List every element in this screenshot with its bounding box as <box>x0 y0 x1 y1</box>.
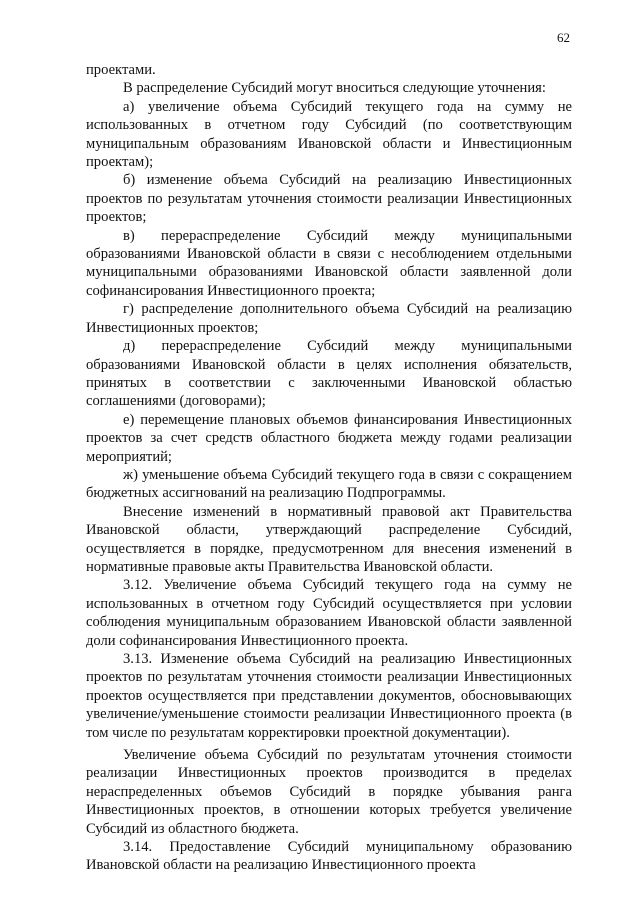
paragraph: б) изменение объема Субсидий на реализацию Инвестиционных проектов по результатам уточнения стоимости реализации Инвестиционных проектов; <box>86 172 572 226</box>
paragraph: д) перераспределение Субсидий между муниципальными образованиями Ивановской области в целях исполнения обязательств, принятых в соответствии с заключенными Ивановской областью соглашениями (договорами); <box>86 338 572 410</box>
paragraph: е) перемещение плановых объемов финансирования Инвестиционных проектов за счет средств областного бюджета между годами реализации мероприятий; <box>86 411 572 465</box>
paragraph: 3.14. Предоставление Субсидий муниципальному образованию Ивановской области на реализацию Инвестиционного проекта <box>86 839 572 874</box>
paragraph: ж) уменьшение объема Субсидий текущего года в связи с сокращением бюджетных ассигнований на реализацию Подпрограммы. <box>86 466 572 502</box>
paragraph: Внесение изменений в нормативный правовой акт Правительства Ивановской области, утверждающий распределение Субсидий, осуществляется в порядке, предусмотренном для внесения изменений в нормативные правовые акты Правительства Ивановской области. <box>86 503 572 575</box>
paragraph: 3.12. Увеличение объема Субсидий текущего года на сумму не использованных в отчетном году Субсидий осуществляется при условии соблюдения муниципальным образованием Ивановской области заявленной доли софинансирования Инвестиционного проекта. <box>86 577 572 649</box>
paragraph: а) увеличение объема Субсидий текущего года на сумму не использованных в отчетном году Субсидий (по соответствующим муниципальным образованиям Ивановской области и Инвестиционным проектам); <box>86 98 572 171</box>
paragraph: проектами. <box>86 62 156 78</box>
paragraph: В распределение Субсидий могут вноситься следующие уточнения: <box>123 80 546 97</box>
page-number: 62 <box>557 30 570 45</box>
paragraph: г) распределение дополнительного объема Субсидий на реализацию Инвестиционных проектов; <box>86 301 572 336</box>
paragraph: Увеличение объема Субсидий по результатам уточнения стоимости реализации Инвестиционных проектов производится в пределах нераспределенных объемов Субсидий в порядке убывания ранга Инвестиционных проектов, в отношении которых требуется увеличение Субсидий из областного бюджета. <box>86 747 572 837</box>
document-body <box>86 61 572 875</box>
paragraph: в) перераспределение Субсидий между муниципальными образованиями Ивановской области в связи с несоблюдением отдельными муниципальными образованиями Ивановской области заявленной доли софинансирования Инвестиционного проекта; <box>86 227 572 299</box>
paragraph: 3.13. Изменение объема Субсидий на реализацию Инвестиционных проектов по результатам уточнения стоимости реализации Инвестиционных проектов осуществляется при представлении документов, обосновывающих увеличение/уменьшение стоимости реализации Инвестиционного проекта (в том числе по результатам корректировки проектной документации). <box>86 651 572 741</box>
